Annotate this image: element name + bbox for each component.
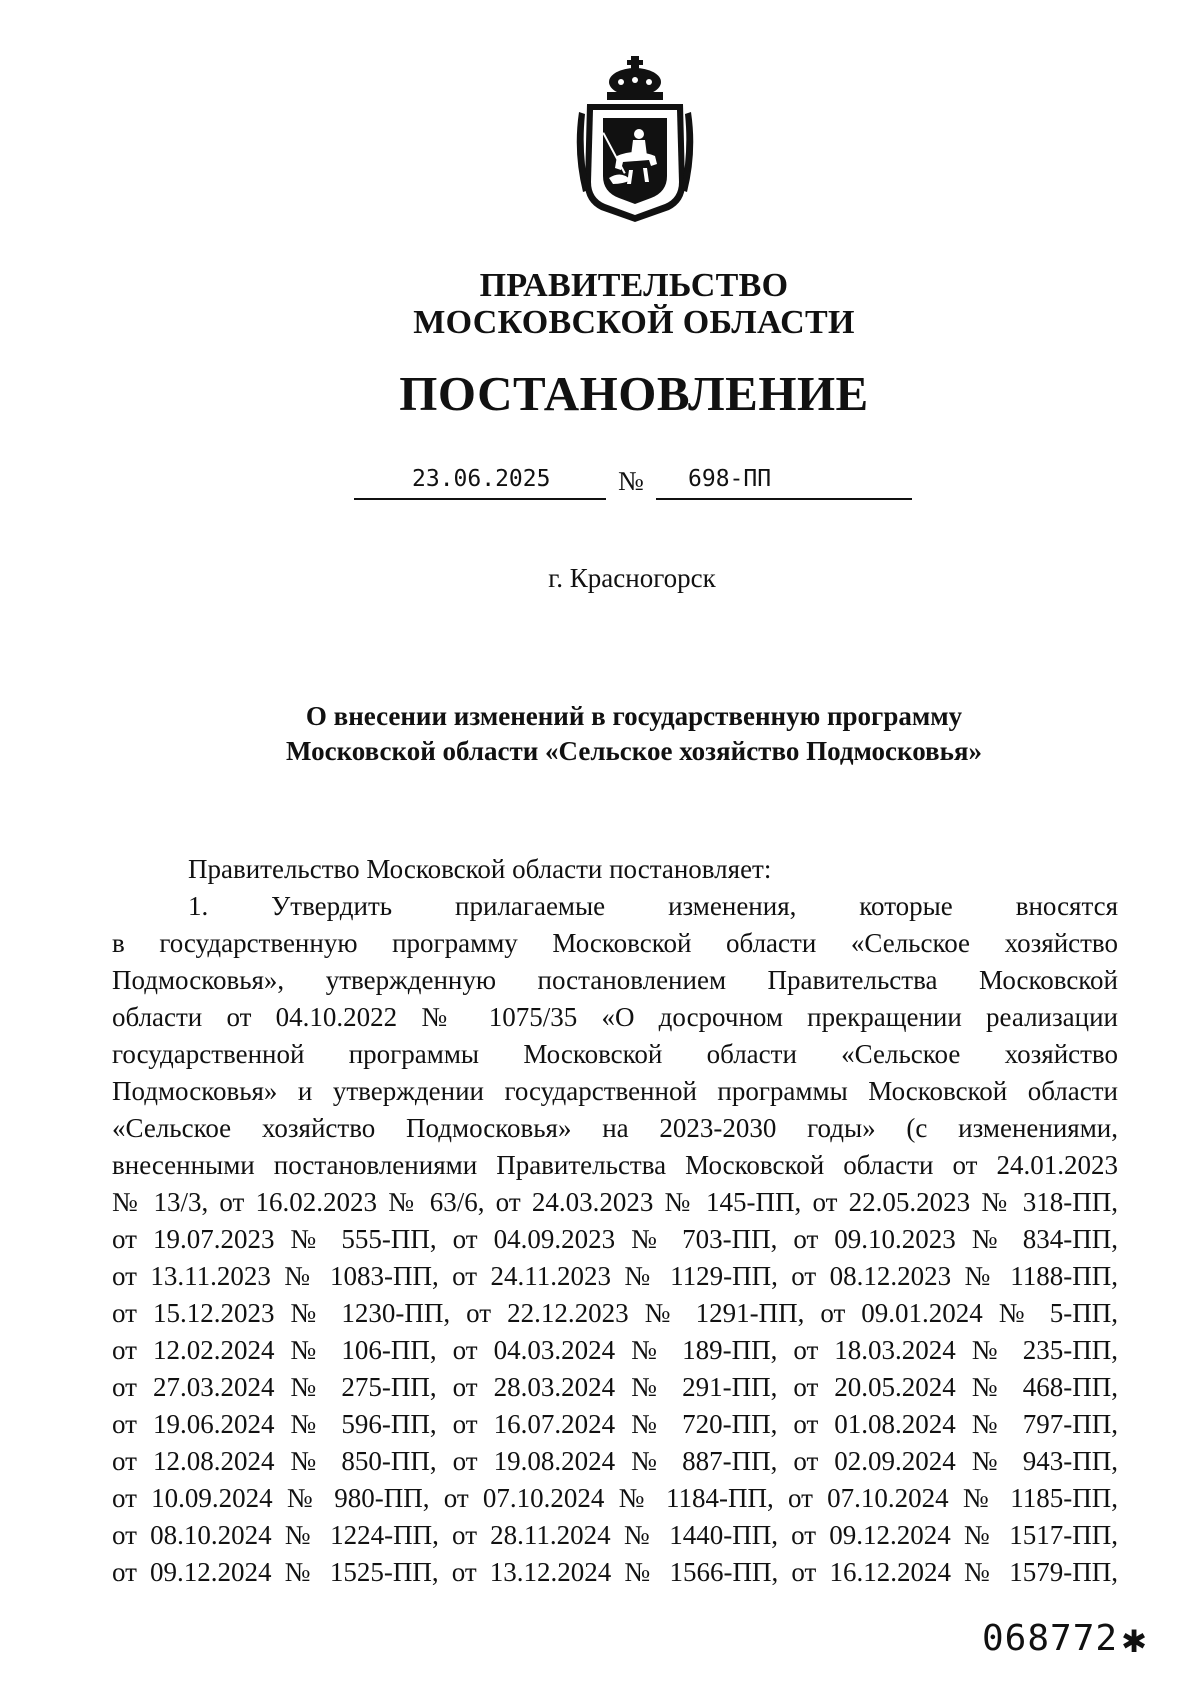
number-sign: №: [618, 466, 644, 496]
document-date: 23.06.2025: [412, 466, 551, 492]
body-line: в государственную программу Московской области «Сельское хозяйство: [112, 928, 1118, 958]
organization-name-line-1: ПРАВИТЕЛЬСТВО: [479, 267, 789, 304]
body-line: внесенными постановлениями Правительства Московской области от 24.01.2023: [112, 1150, 1118, 1180]
body-line: области от 04.10.2022 № 1075/35 «О досрочном прекращении реализации: [112, 1002, 1118, 1032]
body-line: от 08.10.2024 № 1224-ПП, от 28.11.2024 № 1440-ПП, от 09.12.2024 № 1517-ПП,: [112, 1520, 1118, 1550]
body-line: 1. Утвердить прилагаемые изменения, которые вносятся: [188, 891, 1118, 921]
document-number: 698-ПП: [688, 466, 772, 492]
body-line: № 13/3, от 16.02.2023 № 63/6, от 24.03.2023 № 145-ПП, от 22.05.2023 № 318-ПП,: [112, 1187, 1118, 1217]
body-line: Подмосковья» и утверждении государственной программы Московской области: [112, 1076, 1118, 1106]
body-line: от 19.06.2024 № 596-ПП, от 16.07.2024 № 720-ПП, от 01.08.2024 № 797-ПП,: [112, 1409, 1118, 1439]
body-line: государственной программы Московской области «Сельское хозяйство: [112, 1039, 1118, 1069]
subject-title-line-1: О внесении изменений в государственную программу: [305, 701, 963, 731]
body-line: от 15.12.2023 № 1230-ПП, от 22.12.2023 № 1291-ПП, от 09.01.2024 № 5-ПП,: [112, 1298, 1118, 1328]
body-line: от 27.03.2024 № 275-ПП, от 28.03.2024 № 291-ПП, от 20.05.2024 № 468-ПП,: [112, 1372, 1118, 1402]
serial-number-value: 068772: [982, 1618, 1119, 1659]
coat-of-arms-emblem: [573, 52, 697, 224]
body-line: от 13.11.2023 № 1083-ПП, от 24.11.2023 № 1129-ПП, от 08.12.2023 № 1188-ПП,: [112, 1261, 1118, 1291]
asterisk-icon: ✱: [1122, 1616, 1148, 1662]
preamble-text: Правительство Московской области постановляет:: [188, 854, 772, 884]
body-line: от 09.12.2024 № 1525-ПП, от 13.12.2024 № 1566-ПП, от 16.12.2024 № 1579-ПП,: [112, 1557, 1118, 1587]
body-line: от 10.09.2024 № 980-ПП, от 07.10.2024 № 1184-ПП, от 07.10.2024 № 1185-ПП,: [112, 1483, 1118, 1513]
organization-name-line-2: МОСКОВСКОЙ ОБЛАСТИ: [413, 304, 855, 341]
body-line: от 12.08.2024 № 850-ПП, от 19.08.2024 № 887-ПП, от 02.09.2024 № 943-ПП,: [112, 1446, 1118, 1476]
serial-number: [982, 1616, 1147, 1662]
subject-title-line-2: Московской области «Сельское хозяйство Подмосковья»: [285, 736, 982, 766]
body-line: Подмосковья», утвержденную постановлением Правительства Московской: [112, 965, 1118, 995]
city-of-issue: г. Красногорск: [548, 563, 716, 593]
body-line: «Сельское хозяйство Подмосковья» на 2023-2030 годы» (с изменениями,: [112, 1113, 1118, 1143]
body-line: от 12.02.2024 № 106-ПП, от 04.03.2024 № 189-ПП, от 18.03.2024 № 235-ПП,: [112, 1335, 1118, 1365]
document-type-title: ПОСТАНОВЛЕНИЕ: [399, 366, 869, 421]
body-line: от 19.07.2023 № 555-ПП, от 04.09.2023 № 703-ПП, от 09.10.2023 № 834-ПП,: [112, 1224, 1118, 1254]
